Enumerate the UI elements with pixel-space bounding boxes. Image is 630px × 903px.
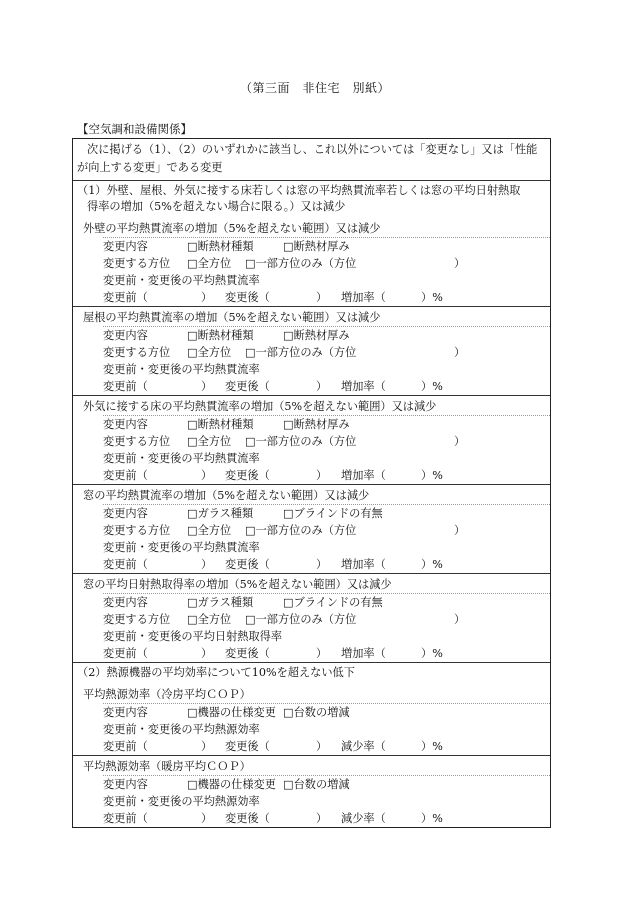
option-b-checkbox[interactable]: □断熱材厚み bbox=[283, 240, 350, 253]
rate-field[interactable]: 減少率（ bbox=[341, 740, 386, 753]
rate-close-paren: ）% bbox=[421, 469, 443, 482]
change-item bbox=[73, 395, 550, 484]
direction-close-paren: ） bbox=[454, 524, 466, 537]
part1-heading-line1: （1）外壁、屋根、外気に接する床若しくは窓の平均熱貫流率若しくは窓の平均日射熱取 bbox=[77, 184, 521, 197]
value-label-row bbox=[103, 793, 550, 810]
option-a-checkbox[interactable]: □断熱材種類 bbox=[187, 329, 254, 342]
value-label: 変更前・変更後の平均熱源効率 bbox=[103, 723, 260, 736]
value-label: 変更前・変更後の平均熱貫流率 bbox=[103, 452, 260, 465]
before-value-field[interactable]: 変更前（ bbox=[103, 291, 148, 304]
after-close-paren: ） bbox=[316, 647, 328, 660]
before-value-field[interactable]: 変更前（ bbox=[103, 740, 148, 753]
change-content-label: 変更内容 bbox=[103, 329, 148, 342]
partial-directions-checkbox[interactable]: □一部方位のみ（方位 bbox=[245, 435, 357, 448]
option-b-checkbox[interactable]: □断熱材厚み bbox=[283, 329, 350, 342]
option-b-checkbox[interactable]: □ブラインドの有無 bbox=[283, 596, 383, 609]
direction-close-paren: ） bbox=[454, 435, 466, 448]
direction-close-paren: ） bbox=[454, 613, 466, 626]
option-b-checkbox[interactable]: □断熱材厚み bbox=[283, 418, 350, 431]
before-value-field[interactable]: 変更前（ bbox=[103, 469, 148, 482]
change-content-row bbox=[103, 775, 550, 793]
rate-field[interactable]: 増加率（ bbox=[341, 558, 386, 571]
change-content-label: 変更内容 bbox=[103, 507, 148, 520]
all-directions-checkbox[interactable]: □全方位 bbox=[187, 257, 232, 270]
before-value-field[interactable]: 変更前（ bbox=[103, 647, 148, 660]
change-item-title: 窓の平均熱貫流率の増加（5%を超えない範囲）又は減少 bbox=[83, 489, 370, 502]
after-close-paren: ） bbox=[316, 469, 328, 482]
change-item bbox=[73, 218, 550, 306]
change-item-title: 平均熱源効率（暖房平均ＣＯＰ） bbox=[83, 760, 251, 773]
before-close-paren: ） bbox=[201, 740, 213, 753]
rate-field[interactable]: 増加率（ bbox=[341, 291, 386, 304]
change-content-row bbox=[103, 703, 550, 721]
after-value-field[interactable]: 変更後（ bbox=[225, 469, 270, 482]
option-b-checkbox[interactable]: □ブラインドの有無 bbox=[283, 507, 383, 520]
before-close-paren: ） bbox=[201, 469, 213, 482]
values-row bbox=[103, 556, 550, 573]
after-value-field[interactable]: 変更後（ bbox=[225, 647, 270, 660]
change-content-row bbox=[103, 415, 550, 433]
values-row bbox=[103, 467, 550, 484]
value-label: 変更前・変更後の平均熱貫流率 bbox=[103, 363, 260, 376]
option-a-checkbox[interactable]: □機器の仕様変更 bbox=[187, 778, 276, 791]
part1-heading bbox=[73, 180, 550, 218]
values-row bbox=[103, 289, 550, 306]
direction-close-paren: ） bbox=[454, 257, 466, 270]
part2-heading-text: （2）熱源機器の平均効率について10%を超えない低下 bbox=[77, 666, 355, 679]
partial-directions-checkbox[interactable]: □一部方位のみ（方位 bbox=[245, 257, 357, 270]
direction-label: 変更する方位 bbox=[103, 435, 171, 448]
part2-heading bbox=[73, 662, 550, 684]
all-directions-checkbox[interactable]: □全方位 bbox=[187, 435, 232, 448]
value-label-row bbox=[103, 628, 550, 645]
before-close-paren: ） bbox=[201, 380, 213, 393]
option-a-checkbox[interactable]: □断熱材種類 bbox=[187, 418, 254, 431]
option-b-checkbox[interactable]: □台数の増減 bbox=[283, 706, 350, 719]
change-content-label: 変更内容 bbox=[103, 418, 148, 431]
rate-close-paren: ）% bbox=[421, 647, 443, 660]
values-row bbox=[103, 378, 550, 395]
change-item-title: 外壁の平均熱貫流率の増加（5%を超えない範囲）又は減少 bbox=[83, 222, 381, 235]
value-label: 変更前・変更後の平均日射熱取得率 bbox=[103, 630, 283, 643]
change-item bbox=[73, 684, 550, 755]
change-content-label: 変更内容 bbox=[103, 596, 148, 609]
change-content-label: 変更内容 bbox=[103, 706, 148, 719]
after-value-field[interactable]: 変更後（ bbox=[225, 812, 270, 825]
value-label-row bbox=[103, 361, 550, 378]
change-item bbox=[73, 484, 550, 573]
option-b-checkbox[interactable]: □台数の増減 bbox=[283, 778, 350, 791]
value-label: 変更前・変更後の平均熱貫流率 bbox=[103, 274, 260, 287]
change-content-row bbox=[103, 593, 550, 611]
page-title: （第三面 非住宅 別紙） bbox=[239, 81, 390, 95]
after-value-field[interactable]: 変更後（ bbox=[225, 740, 270, 753]
direction-row bbox=[103, 433, 550, 450]
all-directions-checkbox[interactable]: □全方位 bbox=[187, 346, 232, 359]
all-directions-checkbox[interactable]: □全方位 bbox=[187, 524, 232, 537]
direction-label: 変更する方位 bbox=[103, 346, 171, 359]
change-content-row bbox=[103, 326, 550, 344]
direction-close-paren: ） bbox=[454, 346, 466, 359]
rate-field[interactable]: 増加率（ bbox=[341, 469, 386, 482]
option-a-checkbox[interactable]: □ガラス種類 bbox=[187, 596, 254, 609]
rate-field[interactable]: 増加率（ bbox=[341, 380, 386, 393]
all-directions-checkbox[interactable]: □全方位 bbox=[187, 613, 232, 626]
before-value-field[interactable]: 変更前（ bbox=[103, 812, 148, 825]
value-label-row bbox=[103, 539, 550, 556]
option-a-checkbox[interactable]: □断熱材種類 bbox=[187, 240, 254, 253]
value-label-row bbox=[103, 272, 550, 289]
direction-row bbox=[103, 522, 550, 539]
direction-row bbox=[103, 255, 550, 272]
value-label: 変更前・変更後の平均熱源効率 bbox=[103, 795, 260, 808]
direction-row bbox=[103, 344, 550, 361]
change-item bbox=[73, 573, 550, 662]
value-label-row bbox=[103, 450, 550, 467]
rate-close-paren: ）% bbox=[421, 291, 443, 304]
before-close-paren: ） bbox=[201, 291, 213, 304]
partial-directions-checkbox[interactable]: □一部方位のみ（方位 bbox=[245, 346, 357, 359]
change-item-title: 窓の平均日射熱取得率の増加（5%を超えない範囲）又は減少 bbox=[83, 578, 392, 591]
part1-heading-line2: 得率の増加（5%を超えない場合に限る。）又は減少 bbox=[87, 200, 346, 213]
after-close-paren: ） bbox=[316, 558, 328, 571]
rate-field[interactable]: 減少率（ bbox=[341, 812, 386, 825]
after-value-field[interactable]: 変更後（ bbox=[225, 558, 270, 571]
value-label: 変更前・変更後の平均熱貫流率 bbox=[103, 541, 260, 554]
change-item bbox=[73, 755, 550, 827]
rate-close-paren: ）% bbox=[421, 380, 443, 393]
change-content-row bbox=[103, 504, 550, 522]
after-close-paren: ） bbox=[316, 291, 328, 304]
option-a-checkbox[interactable]: □ガラス種類 bbox=[187, 507, 254, 520]
change-item-title: 屋根の平均熱貫流率の増加（5%を超えない範囲）又は減少 bbox=[83, 311, 381, 324]
partial-directions-checkbox[interactable]: □一部方位のみ（方位 bbox=[245, 524, 357, 537]
before-close-paren: ） bbox=[201, 812, 213, 825]
intro-text: 次に掲げる（1）、（2）のいずれかに該当し、これ以外については「変更なし」又は「性能が向上する変更」である変更 bbox=[77, 143, 538, 174]
before-value-field[interactable]: 変更前（ bbox=[103, 558, 148, 571]
rate-close-paren: ）% bbox=[421, 812, 443, 825]
change-item-title: 平均熱源効率（冷房平均ＣＯＰ） bbox=[83, 688, 251, 701]
direction-row bbox=[103, 611, 550, 628]
before-close-paren: ） bbox=[201, 558, 213, 571]
values-row bbox=[103, 810, 550, 827]
rate-field[interactable]: 増加率（ bbox=[341, 647, 386, 660]
section-heading: 【空気調和設備関係】 bbox=[77, 122, 192, 136]
after-close-paren: ） bbox=[316, 812, 328, 825]
values-row bbox=[103, 738, 550, 755]
value-label-row bbox=[103, 721, 550, 738]
after-value-field[interactable]: 変更後（ bbox=[225, 380, 270, 393]
change-item bbox=[73, 306, 550, 395]
change-content-label: 変更内容 bbox=[103, 240, 148, 253]
direction-label: 変更する方位 bbox=[103, 257, 171, 270]
option-a-checkbox[interactable]: □機器の仕様変更 bbox=[187, 706, 276, 719]
after-value-field[interactable]: 変更後（ bbox=[225, 291, 270, 304]
change-content-row bbox=[103, 237, 550, 255]
after-close-paren: ） bbox=[316, 740, 328, 753]
after-close-paren: ） bbox=[316, 380, 328, 393]
change-item-title: 外気に接する床の平均熱貫流率の増加（5%を超えない範囲）又は減少 bbox=[83, 400, 437, 413]
direction-label: 変更する方位 bbox=[103, 613, 171, 626]
before-close-paren: ） bbox=[201, 647, 213, 660]
rate-close-paren: ）% bbox=[421, 740, 443, 753]
values-row bbox=[103, 645, 550, 662]
before-value-field[interactable]: 変更前（ bbox=[103, 380, 148, 393]
change-content-label: 変更内容 bbox=[103, 778, 148, 791]
rate-close-paren: ）% bbox=[421, 558, 443, 571]
form-table bbox=[72, 138, 551, 828]
partial-directions-checkbox[interactable]: □一部方位のみ（方位 bbox=[245, 613, 357, 626]
direction-label: 変更する方位 bbox=[103, 524, 171, 537]
